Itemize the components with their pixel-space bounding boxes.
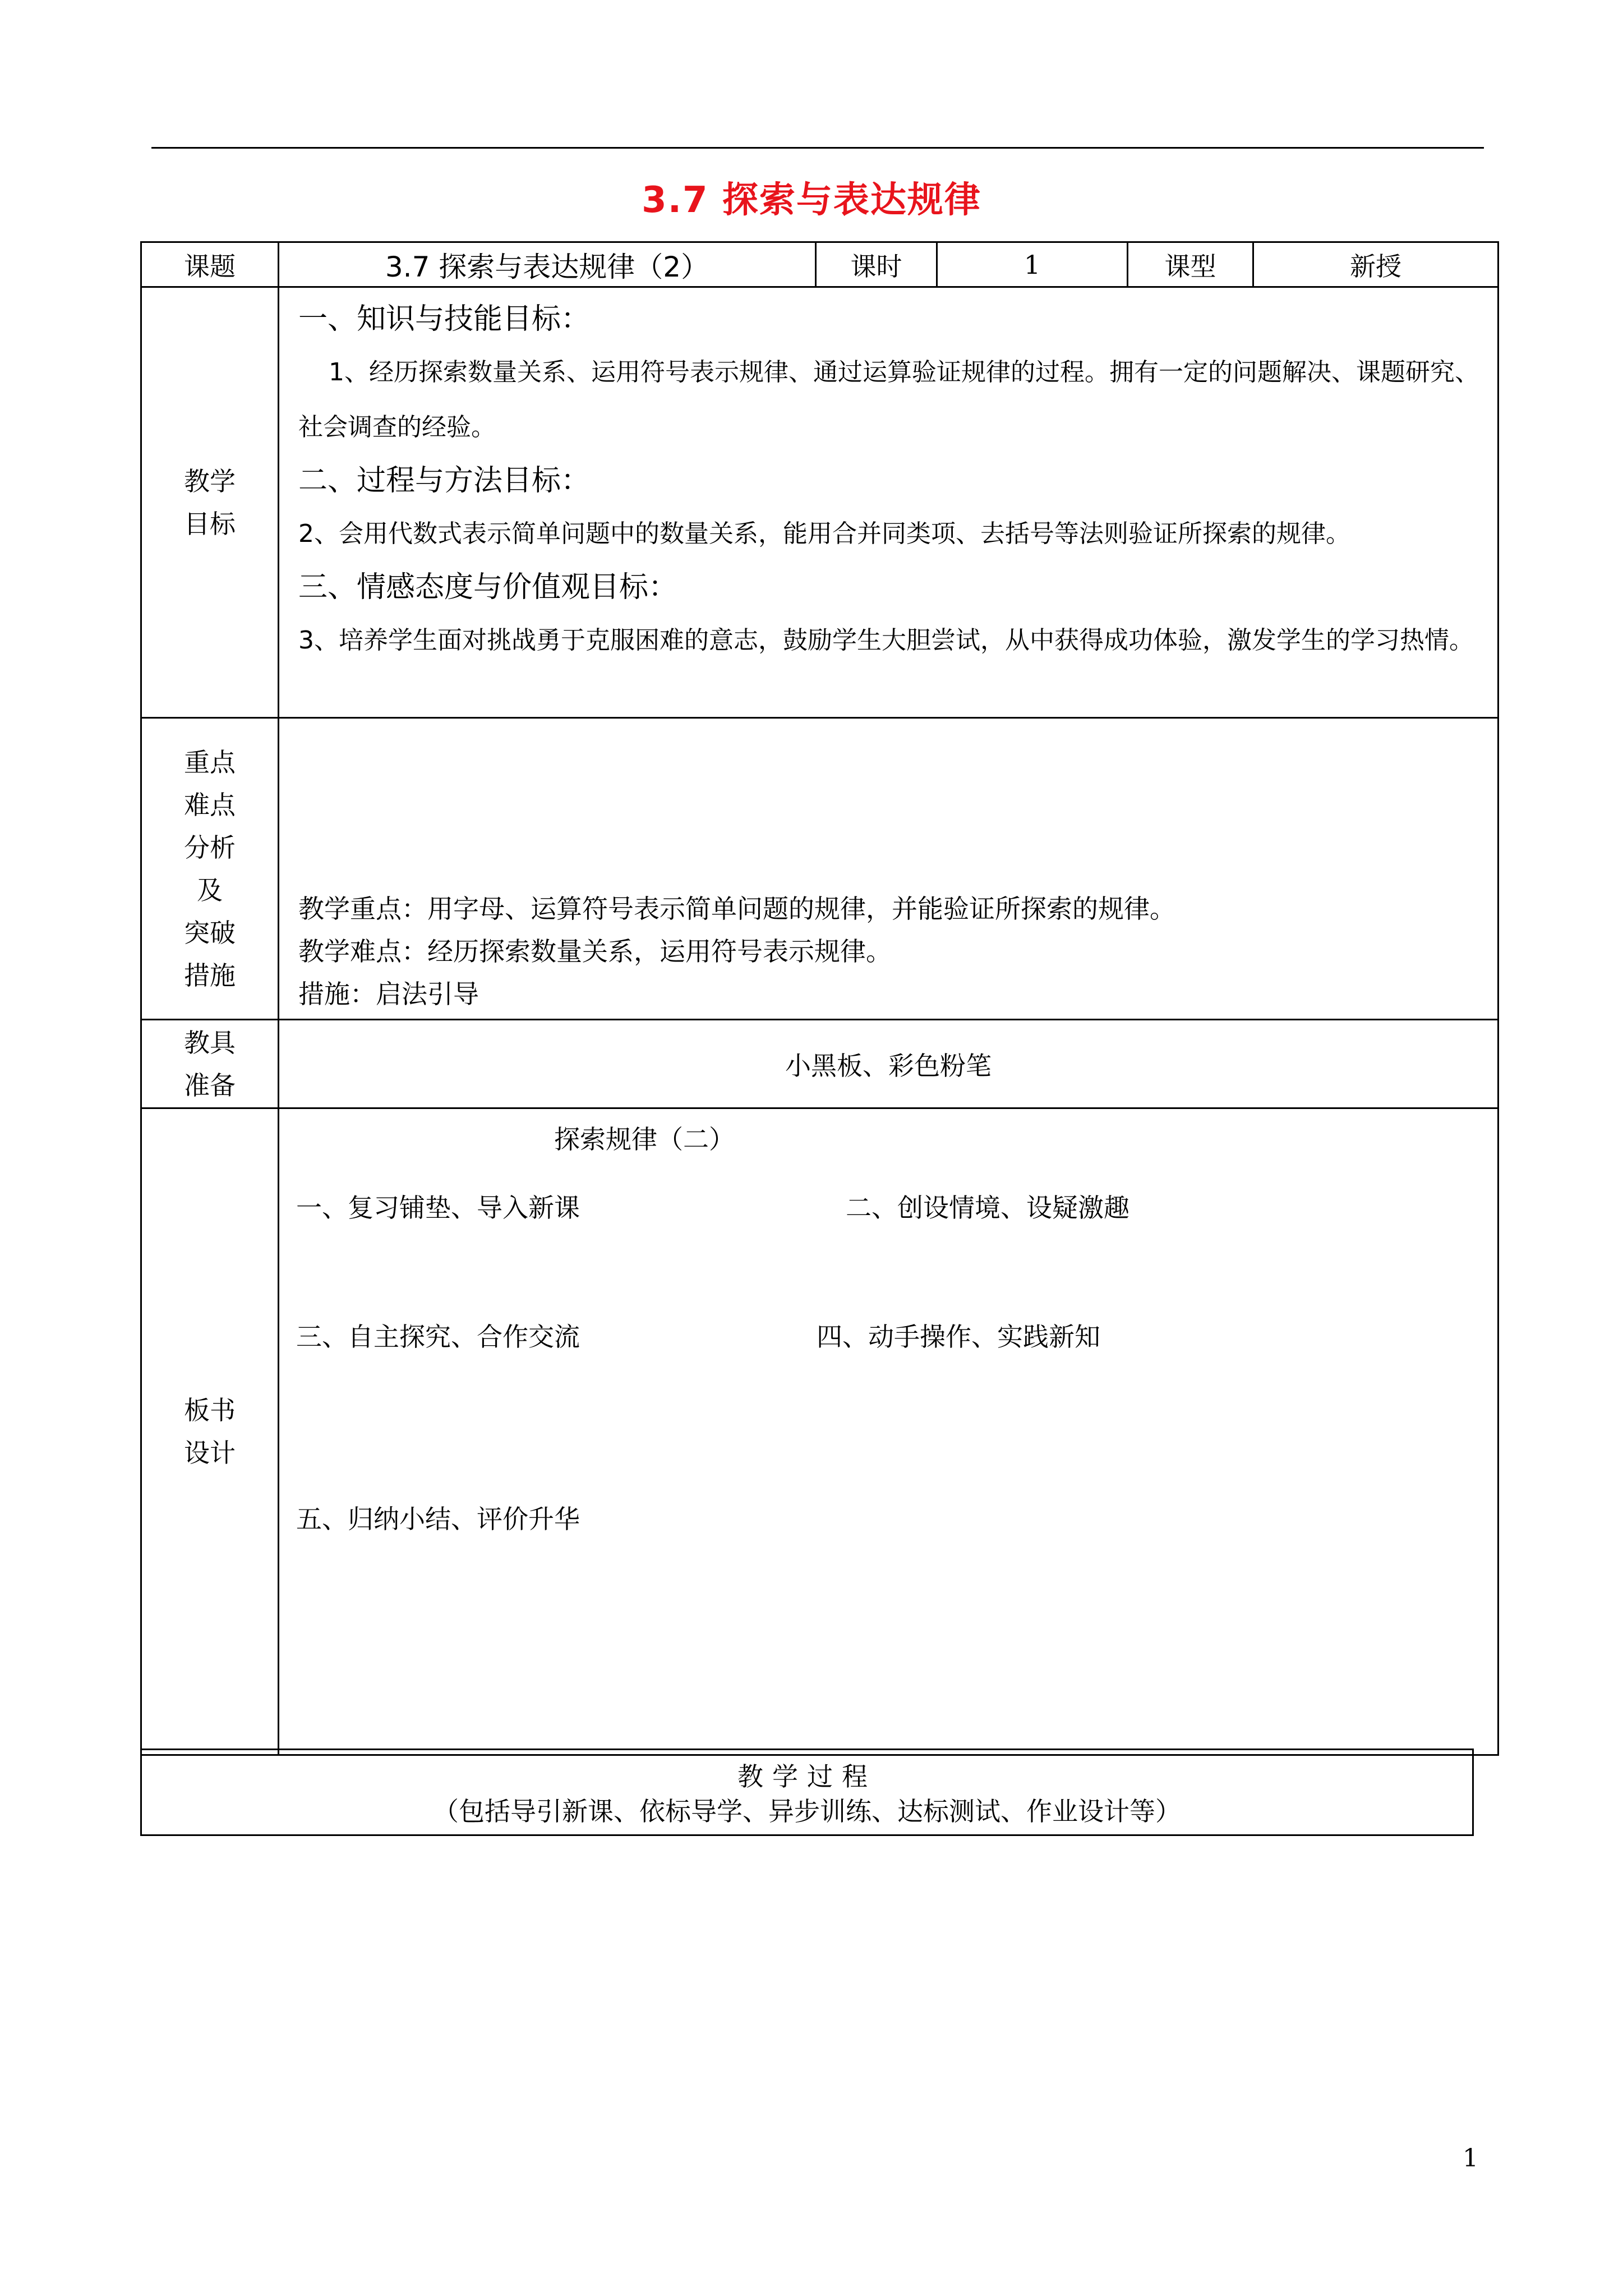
- key-label-line: 分析: [184, 832, 236, 863]
- subject-label: 课题: [141, 242, 279, 287]
- type-label: 课型: [1128, 242, 1253, 287]
- goal-item-process: 2、会用代数式表示简单问题中的数量关系，能用合并同类项、去括号等法则验证所探索的规律。: [298, 519, 1350, 548]
- hours-label: 课时: [816, 242, 937, 287]
- goals-label: [141, 287, 279, 718]
- process-subtitle: （包括导引新课、依标导学、异步训练、达标测试、作业设计等）: [433, 1796, 1181, 1826]
- board-item: 四、动手操作、实践新知: [817, 1322, 1100, 1352]
- hours-value: 1: [937, 242, 1128, 287]
- tools-label-line: 准备: [184, 1070, 236, 1101]
- tools-value: 小黑板、彩色粉笔: [279, 1020, 1498, 1108]
- board-item: 三、自主探究、合作交流: [296, 1322, 580, 1352]
- board-label: [141, 1108, 279, 1755]
- tools-label: [141, 1020, 279, 1108]
- board-content: [279, 1108, 1498, 1755]
- process-title: 教学过程: [737, 1761, 877, 1792]
- goals-label-line: 教学: [184, 466, 236, 496]
- board-label-line: 板书: [184, 1395, 236, 1425]
- tools-row: [141, 1020, 1498, 1108]
- tools-label-line: 教具: [184, 1027, 236, 1058]
- document-title: 3.7 探索与表达规律: [642, 180, 981, 221]
- subject-value: 3.7 探索与表达规律（2）: [279, 242, 816, 287]
- header-row: [141, 242, 1498, 287]
- key-label-line: 措施: [184, 960, 236, 991]
- goal-heading-process: 二、过程与方法目标：: [298, 464, 591, 498]
- key-points-label: [141, 718, 279, 1020]
- board-label-line: 设计: [184, 1438, 236, 1468]
- key-label-line: 重点: [184, 747, 236, 777]
- board-item: 一、复习铺垫、导入新课: [296, 1193, 580, 1223]
- goal-item-attitude: 3、培养学生面对挑战勇于克服困难的意志，鼓励学生大胆尝试，从中获得成功体验，激发学生的学习热情。: [298, 626, 1474, 655]
- board-row: [141, 1108, 1498, 1755]
- teaching-measures: 措施：启法引导: [298, 979, 479, 1009]
- goals-label-line: 目标: [184, 508, 236, 539]
- goals-row: [141, 287, 1498, 718]
- key-label-line: 难点: [184, 789, 236, 820]
- top-rule: [151, 147, 1484, 149]
- key-label-line: 突破: [184, 917, 236, 948]
- board-title: 探索规律（二）: [554, 1124, 735, 1154]
- goals-content: [279, 287, 1498, 718]
- board-item: 二、创设情境、设疑激趣: [846, 1193, 1129, 1223]
- teaching-difficulty: 教学难点：经历探索数量关系，运用符号表示规律。: [298, 936, 892, 967]
- key-points-content: [279, 718, 1498, 1020]
- lesson-plan-table: [140, 241, 1499, 1756]
- board-item: 五、归纳小结、评价升华: [296, 1504, 580, 1534]
- teaching-focus: 教学重点：用字母、运算符号表示简单问题的规律，并能验证所探索的规律。: [298, 894, 1175, 924]
- key-label-line: 及: [197, 875, 223, 905]
- type-value: 新授: [1253, 242, 1498, 287]
- goal-item-knowledge: 1、经历探索数量关系、运用符号表示规律、通过运算验证规律的过程。拥有一定的问题解决、课题研究、社会调查的经验。: [298, 358, 1479, 441]
- teaching-process-box: [140, 1749, 1474, 1836]
- goal-heading-attitude: 三、情感态度与价值观目标：: [298, 570, 678, 604]
- goal-heading-knowledge: 一、知识与技能目标：: [298, 302, 591, 336]
- key-points-row: [141, 718, 1498, 1020]
- page-number: 1: [1463, 2144, 1478, 2173]
